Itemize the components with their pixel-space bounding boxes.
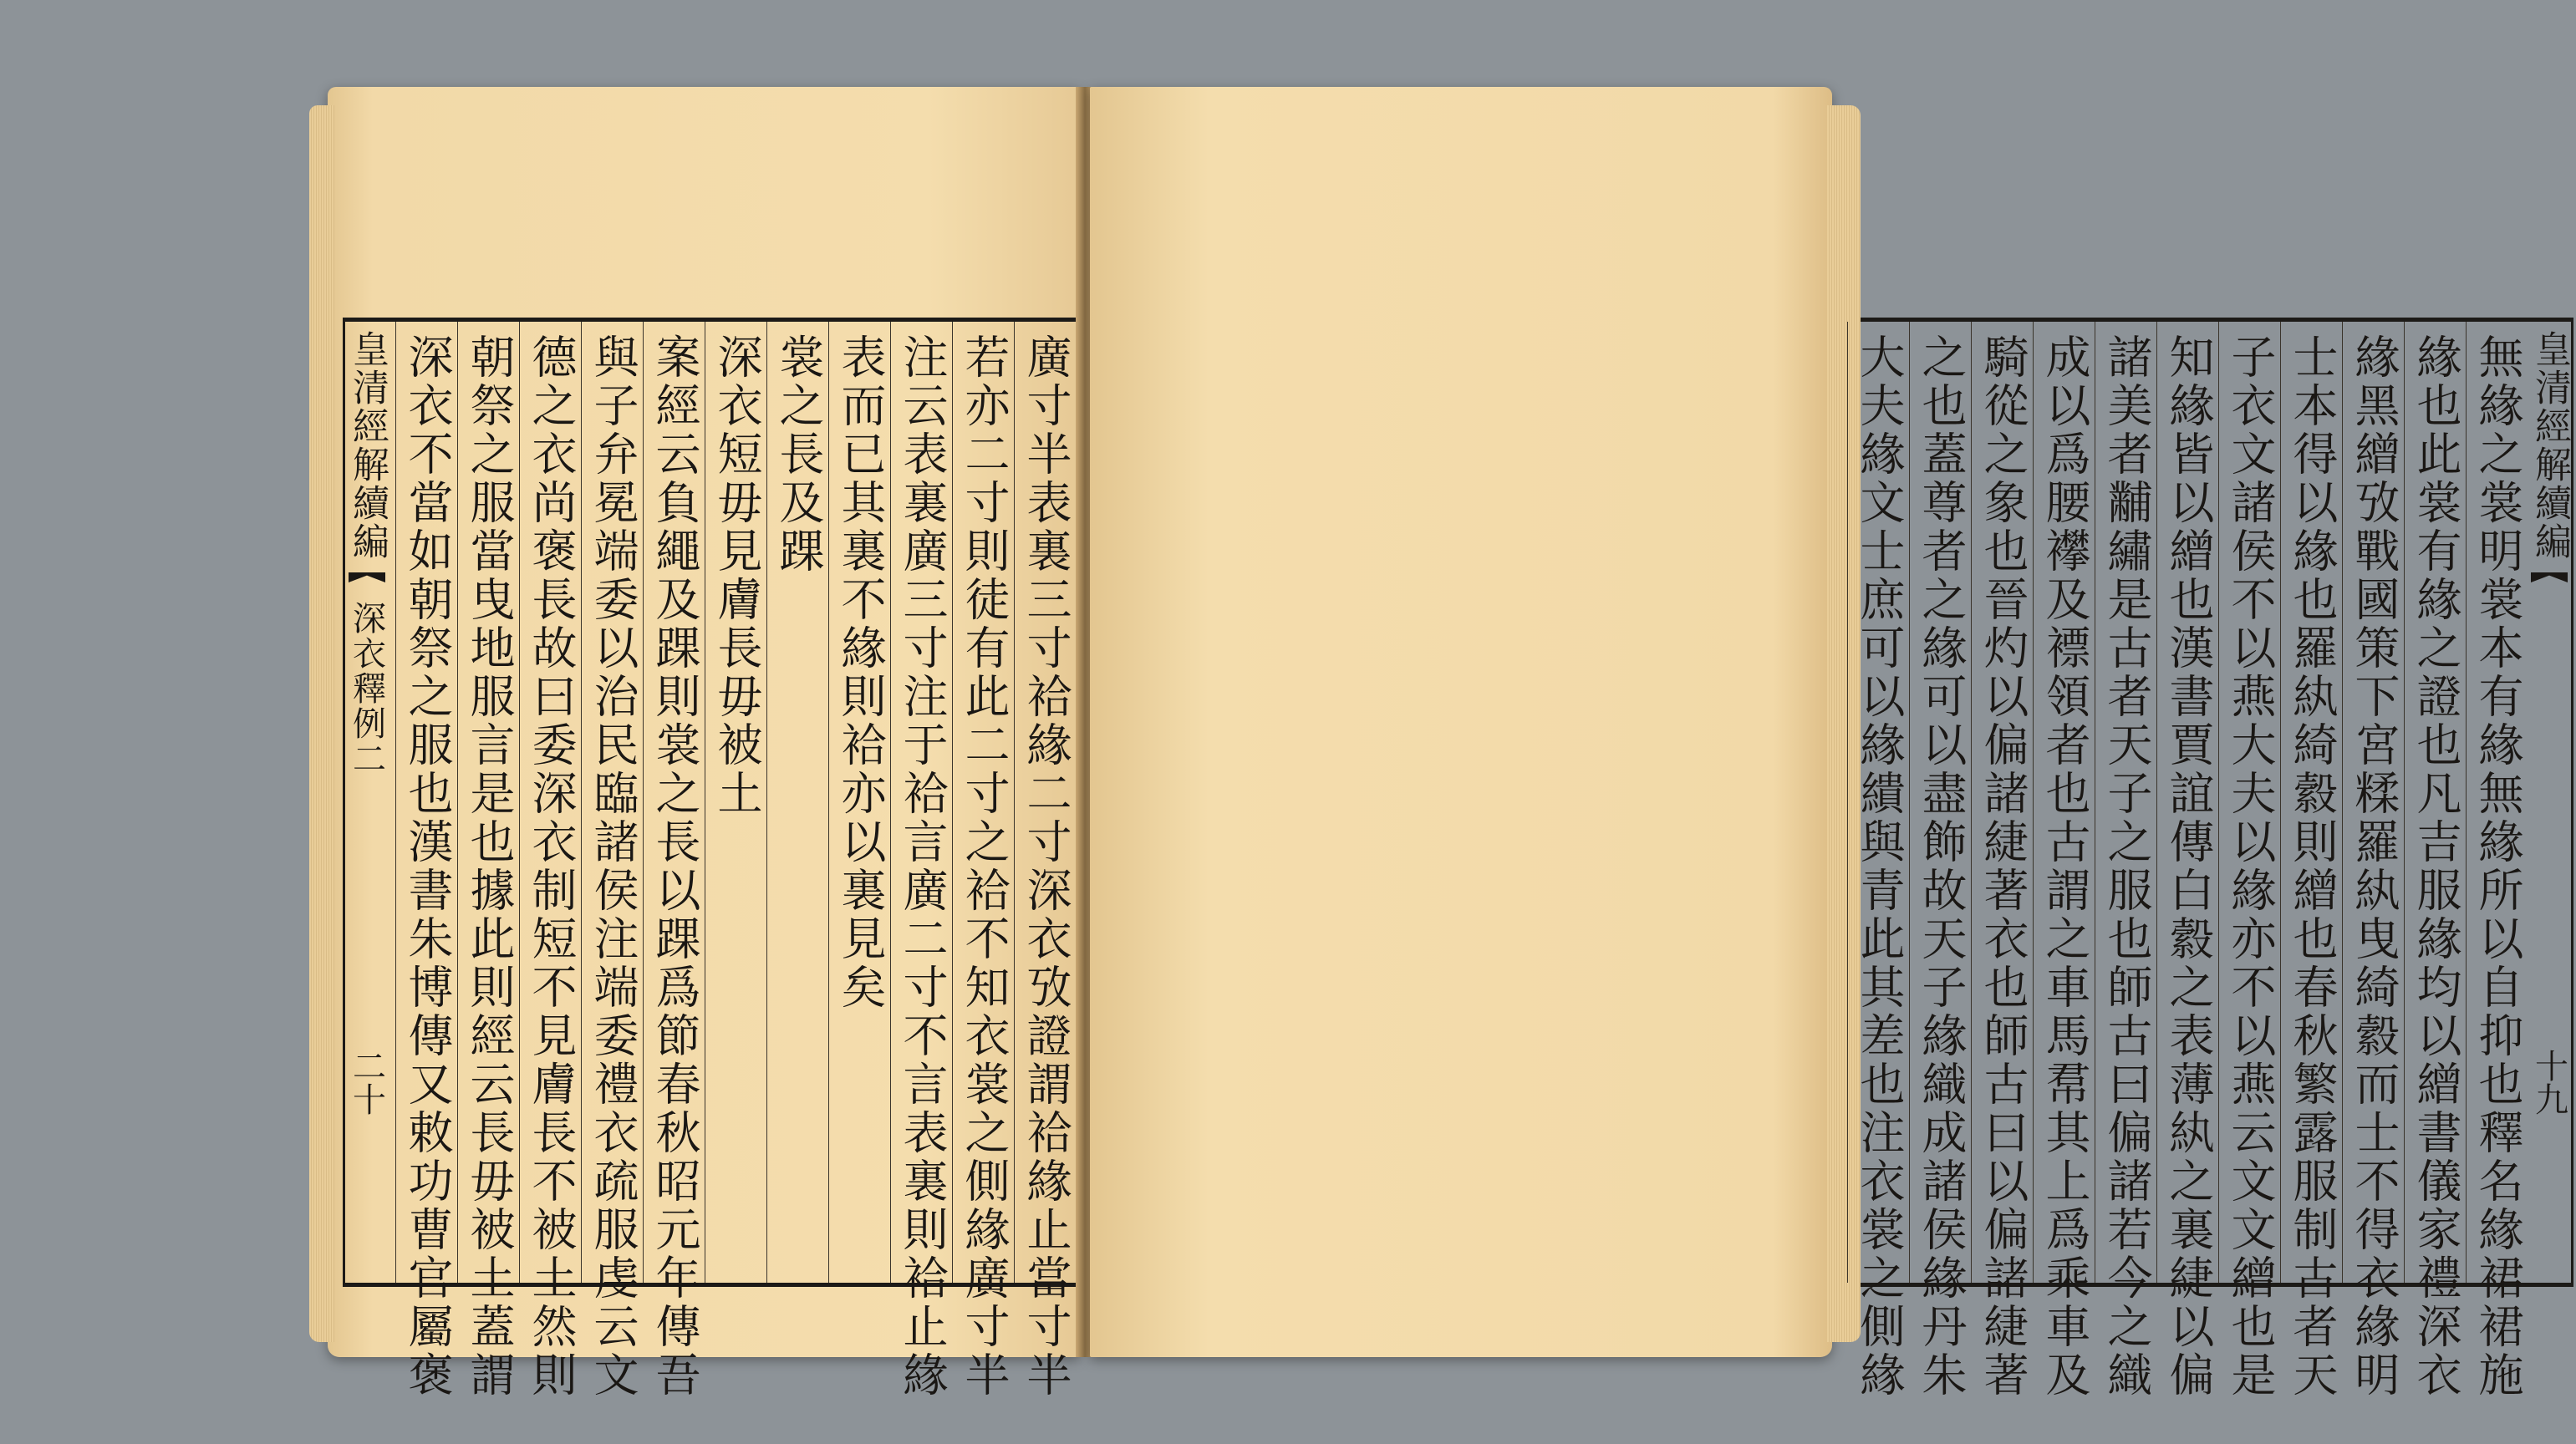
text-column [828, 322, 891, 1283]
text-column [2342, 322, 2405, 1400]
left-page [328, 87, 1080, 1400]
text-column [2095, 322, 2157, 1400]
column-text: 之也蓋尊者之緣可以盡飾故天子緣織成諸侯緣丹朱 [1915, 333, 1968, 1400]
column-text: 案經云負繩及踝則裳之長以踝爲節春秋昭元年傳吾 [649, 333, 701, 1400]
column-text: 裳之長及踝 [772, 333, 825, 576]
left-banxin [345, 322, 389, 1283]
text-column [952, 322, 1015, 1400]
column-text: 士本得以緣也羅紈綺縠則繒也春秋繁露服制古者天 [2286, 333, 2339, 1400]
column-text: 大夫緣文士庶可以緣繢與青此其差也注衣裳之側緣 [1853, 333, 1906, 1400]
text-column [1909, 322, 1972, 1400]
left-text-frame [343, 318, 1077, 1400]
text-column [1847, 322, 1910, 1400]
banxin-page-number: 十九 [2529, 1049, 2568, 1116]
banxin-title: 皇清經解續編 [346, 330, 389, 561]
column-text: 騎從之象也晉灼以偏諸緁著衣也師古曰以偏諸緁著 [1977, 333, 2029, 1400]
text-column [705, 322, 767, 1283]
column-text: 表而已其裏不緣則袷亦以裏見矣 [834, 333, 887, 1012]
column-text: 與子弁冕端委以治民臨諸侯注端委禮衣疏服虔云文 [587, 333, 639, 1400]
left-page-edges [309, 105, 334, 1342]
column-text: 緣也此裳有緣之證也凡吉服緣均以繒書儀家禮深衣 [2410, 333, 2462, 1400]
text-column [457, 322, 520, 1400]
right-page [1090, 87, 2571, 1400]
column-text: 無緣之裳明裳本有緣無緣所以自抑也釋名緣裙裙施 [2472, 333, 2524, 1400]
open-book [328, 87, 2571, 1400]
text-column [2218, 322, 2281, 1400]
column-text: 知緣皆以繒也漢書賈誼傳白縠之表薄紈之裏緁以偏 [2162, 333, 2215, 1400]
column-text: 廣寸半表裏三寸袷緣二寸深衣攷證謂袷緣止當寸半 [1020, 333, 1072, 1400]
column-text: 注云表裏廣三寸注于袷言廣二寸不言表裏則袷止緣 [896, 333, 949, 1400]
banxin-title: 皇清經解續編 [2528, 330, 2571, 561]
fishtail-mark [2531, 572, 2568, 582]
right-text-frame [1853, 318, 2573, 1400]
column-text: 成以爲腰襻及褾領者也古謂之車馬帬其上爲乘車及 [2039, 333, 2091, 1400]
column-text: 深衣短毋見膚長毋被土 [710, 333, 763, 818]
text-column [581, 322, 644, 1400]
text-column [643, 322, 705, 1400]
column-text: 若亦二寸則徒有此二寸之袷不知衣裳之側緣廣寸半 [958, 333, 1011, 1400]
column-text: 深衣不當如朝祭之服也漢書朱博傳又敕功曹官屬褒 [401, 333, 454, 1400]
text-column [890, 322, 953, 1400]
text-column [1014, 322, 1077, 1400]
text-column [519, 322, 582, 1400]
column-text: 德之衣尚褒長故曰委深衣制短不見膚長不被土然則 [525, 333, 578, 1400]
column-text: 諸美者黼繡是古者天子之服也師古曰偏諸若今之織 [2100, 333, 2153, 1400]
column-text: 朝祭之服當曳地服言是也據此則經云長毋被土蓋謂 [463, 333, 516, 1400]
text-column [395, 322, 458, 1400]
right-banxin [2528, 322, 2571, 1283]
column-text: 子衣文諸侯不以燕大夫以緣亦不以燕云文文繒也是 [2224, 333, 2277, 1400]
fishtail-mark [349, 572, 385, 582]
text-column [2033, 322, 2095, 1400]
text-column [1971, 322, 2034, 1400]
text-column [2466, 322, 2528, 1400]
text-column [2280, 322, 2343, 1400]
text-column [766, 322, 829, 1283]
column-text: 緣黑繒攷戰國策下宮糅羅紈曳綺縠而士不得衣緣明 [2348, 333, 2400, 1400]
text-column [2404, 322, 2467, 1400]
banxin-page-number: 二十 [347, 1049, 386, 1116]
text-column [2156, 322, 2219, 1400]
banxin-section: 深衣釋例二 [347, 601, 386, 776]
